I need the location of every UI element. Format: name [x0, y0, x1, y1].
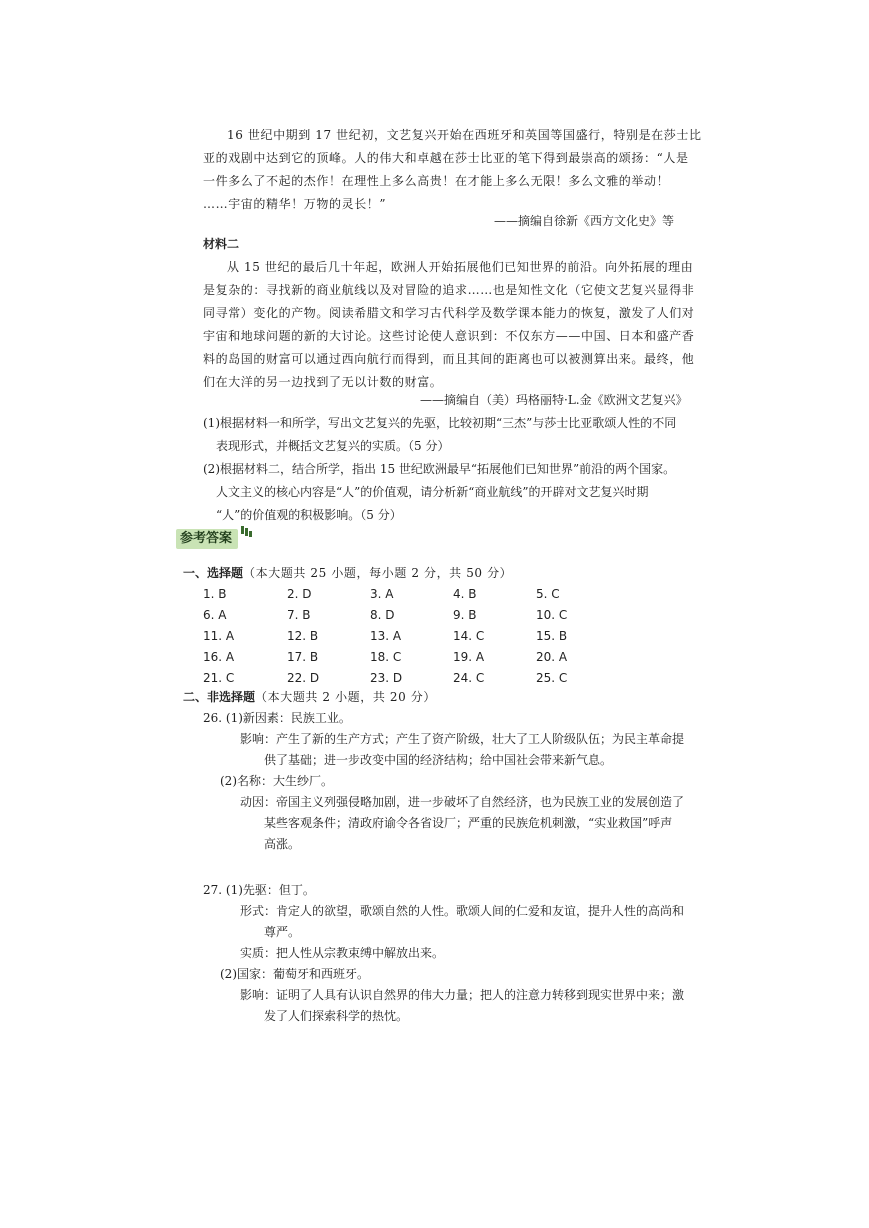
question-2-line: 人文主义的核心内容是“人”的价值观，请分析新“商业航线”的开辟对文艺复兴时期 — [216, 485, 649, 499]
answer-cell: 19. A — [453, 650, 485, 664]
answer-cell: 15. B — [536, 629, 568, 643]
section2-title: 二、非选择题 — [183, 690, 256, 704]
answer-cell: 3. A — [370, 587, 394, 601]
q26-line: (2)名称：大生纱厂。 — [220, 774, 333, 788]
q26-line: 供了基础；进一步改变中国的经济结构；给中国社会带来新气息。 — [264, 753, 613, 767]
section1-header — [183, 567, 512, 579]
q27-line: 实质：把人性从宗教束缚中解放出来。 — [240, 946, 445, 960]
material1-line: ……宇宙的精华！万物的灵长！” — [203, 197, 387, 211]
answer-cell: 13. A — [370, 629, 402, 643]
q27-line: 尊严。 — [264, 925, 301, 939]
q27-line: 形式：肯定人的欲望，歌颂自然的人性。歌颂人间的仁爱和友谊，提升人性的高尚和 — [240, 904, 685, 918]
bookmark-icon — [240, 525, 254, 539]
answer-cell: 7. B — [287, 608, 311, 622]
q26-line: 某些客观条件；清政府谕令各省设厂；严重的民族危机刺激，“实业救国”呼声 — [264, 816, 673, 830]
answer-cell: 4. B — [453, 587, 477, 601]
answer-cell: 22. D — [287, 671, 320, 685]
material2-line: 宇宙和地球问题的新的大讨论。这些讨论使人意识到：不仅东方——中国、日本和盛产香 — [203, 329, 695, 343]
material1-line: 亚的戏剧中达到它的顶峰。人的伟大和卓越在莎士比亚的笔下得到最崇高的颂扬：“人是 — [203, 151, 689, 165]
answer-cell: 17. B — [287, 650, 319, 664]
q27-line: (2)国家：葡萄牙和西班牙。 — [220, 967, 369, 981]
material2-line: 同寻常）变化的产物。阅读希腊文和学习古代科学及数学课本能力的恢复，激发了人们对 — [203, 306, 695, 320]
q26-line: 动因：帝国主义列强侵略加剧，进一步破坏了自然经济，也为民族工业的发展创造了 — [240, 795, 685, 809]
material1-source: ——摘编自徐新《西方文化史》等 — [494, 214, 675, 228]
section1-title: 一、选择题 — [183, 566, 244, 580]
answer-cell: 25. C — [536, 671, 568, 685]
answer-cell: 1. B — [203, 587, 227, 601]
material2-line: 从 15 世纪的最后几十年起，欧洲人开始拓展他们已知世界的前沿。向外拓展的理由 — [227, 260, 694, 274]
material2-line: 们在大洋的另一边找到了无以计数的财富。 — [203, 375, 443, 389]
q27-line: 影响：证明了人具有认识自然界的伟大力量；把人的注意力转移到现实世界中来；激 — [240, 988, 685, 1002]
answer-cell: 8. D — [370, 608, 395, 622]
q26-line: 高涨。 — [264, 837, 301, 851]
answers-badge — [176, 529, 238, 549]
answer-cell: 14. C — [453, 629, 485, 643]
material2-source: ——摘编自（美）玛格丽特·L.金《欧洲文艺复兴》 — [420, 393, 688, 407]
answer-cell: 24. C — [453, 671, 485, 685]
question-1-line: (1)根据材料一和所学，写出文艺复兴的先驱，比较初期“三杰”与莎士比亚歌颂人性的不同 — [203, 416, 677, 430]
answer-cell: 12. B — [287, 629, 319, 643]
answer-cell: 18. C — [370, 650, 402, 664]
answer-cell: 5. C — [536, 587, 560, 601]
answers-badge-label: 参考答案 — [180, 531, 233, 546]
question-2-line: (2)根据材料二，结合所学，指出 15 世纪欧洲最早“拓展他们已知世界”前沿的两个国家。 — [203, 462, 676, 476]
q26-line: 26. (1)新因素：民族工业。 — [203, 711, 351, 725]
q27-line: 27. (1)先驱：但丁。 — [203, 883, 315, 897]
answer-cell: 21. C — [203, 671, 235, 685]
q27-line: 发了人们探索科学的热忱。 — [264, 1009, 409, 1023]
section2-header — [183, 691, 436, 703]
answer-cell: 23. D — [370, 671, 403, 685]
q26-line: 影响：产生了新的生产方式；产生了资产阶级，壮大了工人阶级队伍；为民主革命提 — [240, 732, 685, 746]
answer-cell: 10. C — [536, 608, 568, 622]
answer-cell: 6. A — [203, 608, 227, 622]
answer-cell: 9. B — [453, 608, 477, 622]
section1-note: （本大题共 25 小题，每小题 2 分，共 50 分） — [243, 566, 513, 580]
material2-line: 料的岛国的财富可以通过西向航行而得到，而且其间的距离也可以被测算出来。最终，他 — [203, 352, 695, 366]
answer-cell: 20. A — [536, 650, 568, 664]
material1-line: 16 世纪中期到 17 世纪初，文艺复兴开始在西班牙和英国等国盛行，特别是在莎士比 — [227, 128, 702, 142]
question-1-line: 表现形式，并概括文艺复兴的实质。（5 分） — [216, 439, 450, 453]
material1-line: 一件多么了不起的杰作！在理性上多么高贵！在才能上多么无限！多么文雅的举动！ — [203, 174, 670, 188]
material2-heading: 材料二 — [203, 237, 240, 251]
answer-cell: 2. D — [287, 587, 312, 601]
answer-cell: 16. A — [203, 650, 235, 664]
answer-cell: 11. A — [203, 629, 235, 643]
question-2-line: “人”的价值观的积极影响。（5 分） — [216, 508, 402, 522]
section2-note: （本大题共 2 小题，共 20 分） — [255, 690, 436, 704]
material2-line: 是复杂的：寻找新的商业航线以及对冒险的追求……也是知性文化（它使文艺复兴显得非 — [203, 283, 695, 297]
